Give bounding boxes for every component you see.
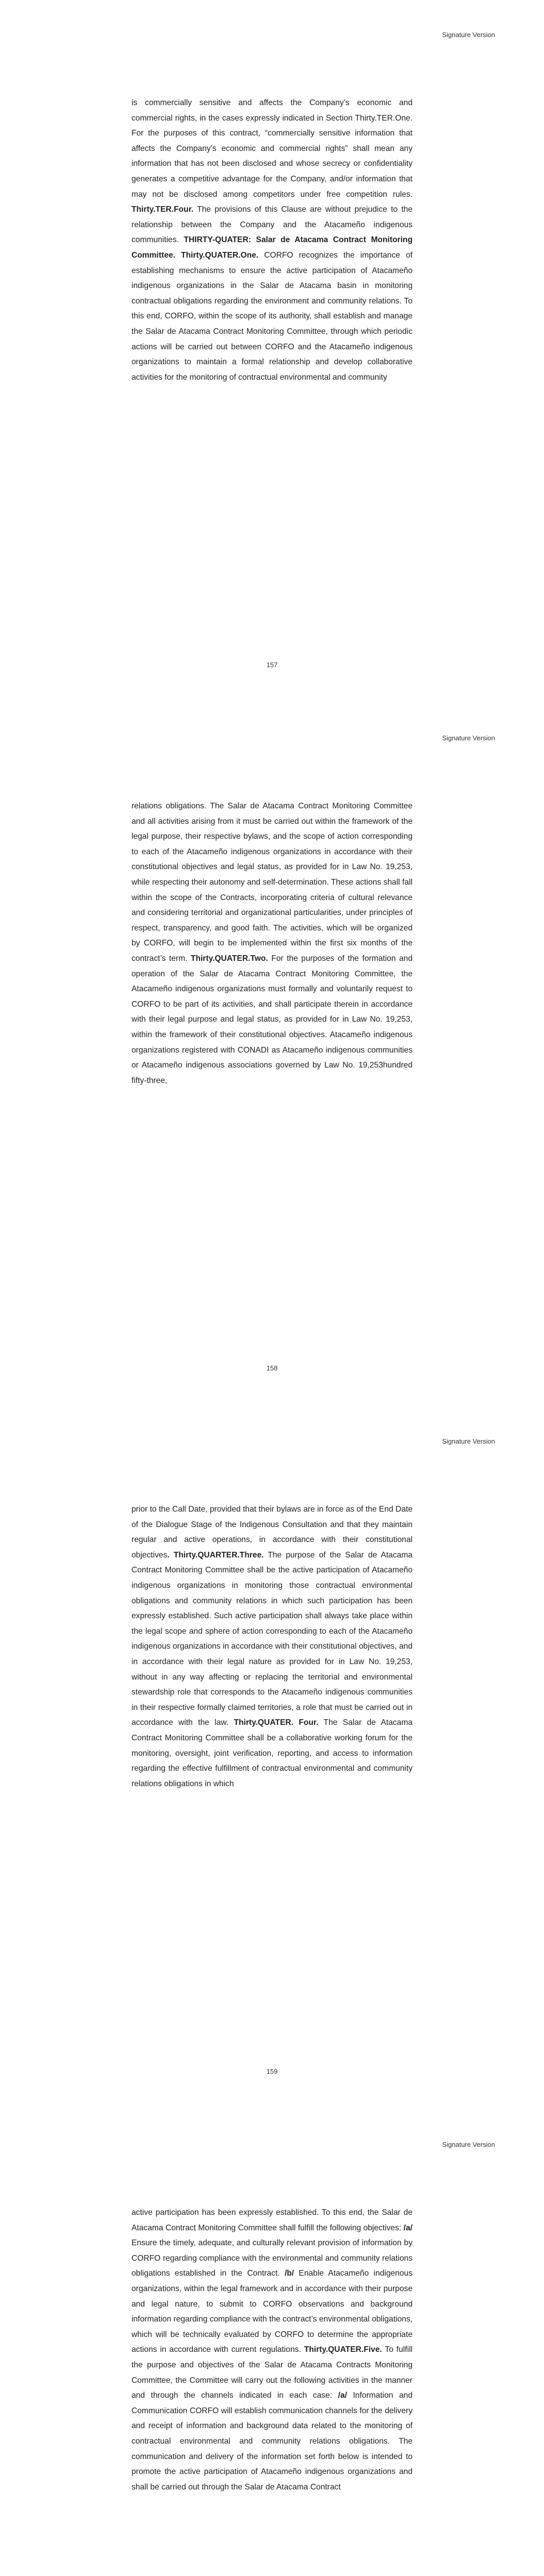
text-run: active participation has been expressly established. To this end, the Salar de Atacama Contract Monitoring Committee shall fulfill the following objectives: — [131, 2208, 413, 2232]
page-body — [131, 799, 413, 1088]
section-heading: THIRTY-QUATER: Salar de Atacama Contract Monitoring Committee. Thirty.QUATER.One. — [131, 235, 413, 260]
list-marker: /a/ — [338, 2391, 347, 2400]
section-heading: Thirty.QUATER. Four. — [234, 1718, 319, 1727]
text-run: is commercially sensitive and affects the Company’s economic and commercial rights, in the cases expressly indicated in Section Thirty.TER.One. For the purposes of this contract, “commercially sensitive information that affects the Company’s economic and commercial rights” shall mean any information that has not been disclosed and whose secrecy or confidentiality generates a competitive advantage for the Company, and/or information that may not be disclosed among competitors under free competition rules. — [131, 98, 413, 199]
section-heading: . Thirty.QUARTER.Three. — [167, 1550, 264, 1560]
page-number: 158 — [266, 1364, 278, 1372]
text-run: Information and Communication CORFO will establish communication channels for the delivery and receipt of information and background data related to the monitoring of contractual environmental and community relations obligations. The communication and delivery of the information set forth below is intended to promote the active participation of Atacameño indigenous organizations and shall be carried out through the Salar de Atacama Contract — [131, 2391, 413, 2492]
text-run: Ensure the timely, adequate, and culturally relevant provision of information by CORFO regarding compliance with the environmental and community relations obligations established in the Contract. — [131, 2239, 413, 2278]
text-run: For the purposes of the formation and operation of the Salar de Atacama Contract Monitoring Committee, the Atacameño indigenous organizations must formally and voluntarily request to CORFO to be part of its activities, and shall participate therein in accordance with their legal purpose and legal status, as provided for in Law No. 19,253, within the framework of their constitutional objectives. Atacameño indigenous organizations registered with CONADI as Atacameño indigenous communities or Atacameño indigenous associations governed by Law No. 19,253hundred fifty-three, — [131, 954, 413, 1085]
text-run: To fulfill the purpose and objectives of the Salar de Atacama Contracts Monitoring Committee, the Committee will carry out the following activities in the manner and through the channels indicated in each case: — [131, 2345, 413, 2400]
section-heading: Thirty.QUATER.Two. — [190, 954, 268, 963]
page-body — [131, 2205, 413, 2495]
page — [0, 1406, 544, 2110]
page-header: Signature Version — [442, 2141, 495, 2148]
page — [0, 2110, 544, 2576]
list-marker: /a/ — [403, 2223, 413, 2232]
text-run: The purpose of the Salar de Atacama Contract Monitoring Committee shall be the active participation of Atacameño indigenous organizations in monitoring those contractual environmental obligations and community relations in which such participation has been expressly established. Such active participation shall always take place within the legal scope and sphere of action corresponding to each of the Atacameño indigenous organizations in accordance with their constitutional objectives, and in accordance with their legal nature as provided for in Law No. 19,253, without in any way affecting or replacing the territorial and environmental stewardship role that corresponds to the Atacameño indigenous communities in their respective formally claimed territories, a role that must be carried out in accordance with the law. — [131, 1550, 413, 1727]
section-heading: Thirty.QUATER.Five. — [304, 2345, 382, 2354]
text-run: relations obligations. The Salar de Atacama Contract Monitoring Committee and all activities arising from it must be carried out within the framework of the legal purpose, their respective bylaws, and the scope of action corresponding to each of the Atacameño indigenous organizations in accordance with their constitutional objectives and legal status, as provided for in Law No. 19,253, while respecting their autonomy and self-determination. These actions shall fall within the scope of the Contracts, incorporating criteria of cultural relevance and considering territorial and organizational particularities, under principles of respect, transparency, and good faith. The activities, which will be organized by CORFO, will begin to be implemented within the first six months of the contract’s term. — [131, 802, 413, 963]
text-run: The provisions of this Clause are without prejudice to the relationship between the Company and the Atacameño indigenous communities. — [131, 205, 413, 245]
text-run: prior to the Call Date, provided that their bylaws are in force as of the End Date of the Dialogue Stage of the Indigenous Consultation and that they maintain regular and active operations, in accordance with their constitutional objectives — [131, 1505, 413, 1560]
page — [0, 0, 544, 703]
page-number: 159 — [266, 2067, 278, 2075]
page-body — [131, 1502, 413, 1791]
page-header: Signature Version — [442, 1437, 495, 1445]
page-body — [131, 95, 413, 385]
text-run: CORFO recognizes the importance of establishing mechanisms to ensure the active participation of Atacameño indigenous organizations in the Salar de Atacama basin in monitoring contractual obligations regarding the environment and community relations. To this end, CORFO, within the scope of its authority, shall establish and manage the Salar de Atacama Contract Monitoring Committee, through which periodic actions will be carried out between CORFO and the Atacameño indigenous organizations to maintain a formal relationship and develop collaborative activities for the monitoring of contractual environmental and community — [131, 250, 413, 382]
page-header: Signature Version — [442, 734, 495, 742]
list-marker: /b/ — [284, 2269, 294, 2278]
page-header: Signature Version — [442, 31, 495, 39]
section-heading: Thirty.TER.Four. — [131, 205, 194, 214]
text-run: The Salar de Atacama Contract Monitoring Committee shall be a collaborative working forum for the monitoring, oversight, joint verification, reporting, and access to information regarding the effective fulfillment of contractual environmental and community relations obligations in which — [131, 1718, 413, 1788]
page — [0, 703, 544, 1406]
text-run: Enable Atacameño indigenous organizations, within the legal framework and in accordance with their purpose and legal nature, to submit to CORFO observations and background information regarding compliance with the contract’s environmental obligations, which will be technically evaluated by CORFO to determine the appropriate actions in accordance with current regulations. — [131, 2269, 413, 2354]
page-number: 157 — [266, 661, 278, 669]
